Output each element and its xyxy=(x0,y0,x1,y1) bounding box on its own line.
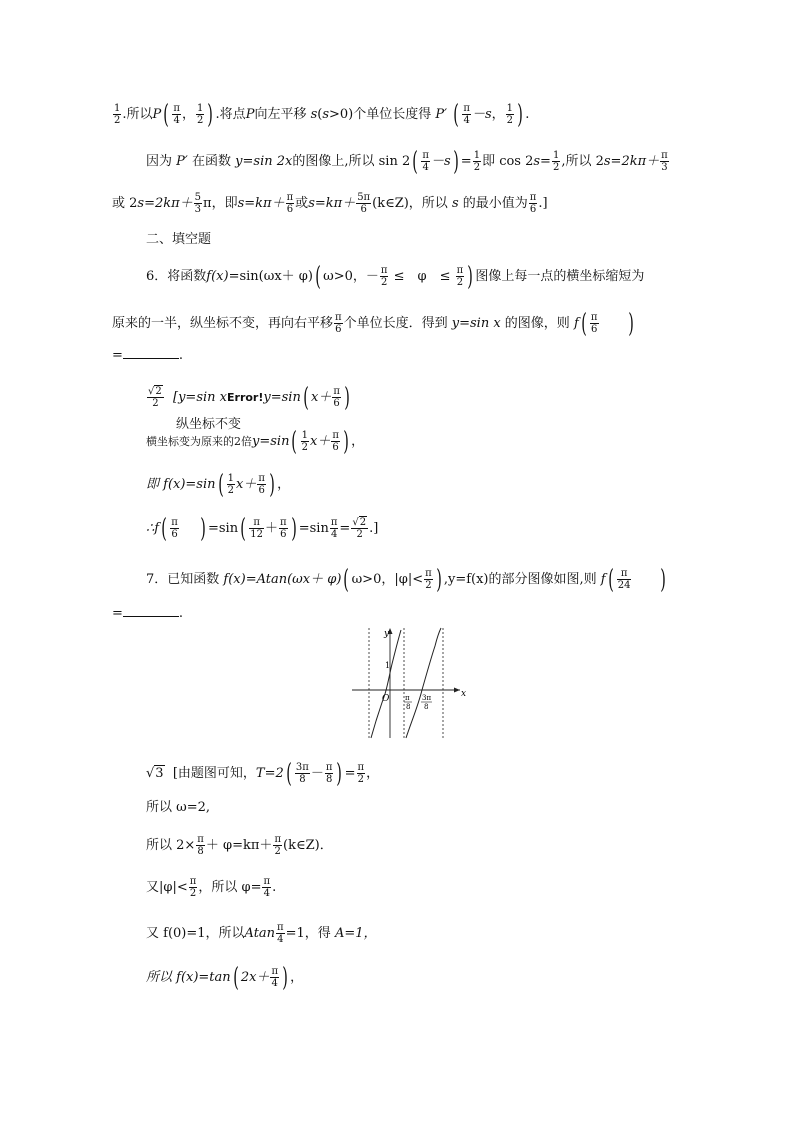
text: T=2 xyxy=(255,766,284,781)
paren: ) xyxy=(435,564,442,595)
paragraph-2 xyxy=(146,146,670,177)
text: ， xyxy=(182,107,196,122)
text: ω>0，|φ|< xyxy=(351,572,424,587)
fraction-sqrt2-2: $\frac{√2}{2}$ xyxy=(148,386,162,409)
var-s: s xyxy=(322,107,330,122)
var-s: s xyxy=(310,107,318,122)
text: ∴f xyxy=(146,521,160,536)
fraction-pi-2: $\frac{\pi}{2}$ xyxy=(189,876,197,899)
answer-6-line-4 xyxy=(146,513,379,544)
text: 的图像上,所以 sin 2 xyxy=(292,154,411,169)
paren: ( xyxy=(303,382,309,413)
text: 7．已知函数 xyxy=(146,572,220,587)
x-axis-label: x xyxy=(461,689,467,699)
text: － xyxy=(310,766,324,781)
fraction-pi-2: $\frac{\pi}{2}$ xyxy=(380,265,388,288)
fraction-sqrt2-2: $\frac{√2}{2}$ xyxy=(352,517,367,540)
paren: ) xyxy=(200,513,206,544)
answer-7-line-3 xyxy=(146,834,333,857)
question-6-line-2 xyxy=(112,308,636,339)
paren: ( xyxy=(453,99,460,130)
text: 向左平移 xyxy=(254,107,307,122)
paren: ( xyxy=(240,513,246,544)
text: s=kπ＋ xyxy=(237,196,285,211)
function-text: f(x)=Atan(ωx＋ φ) xyxy=(223,572,342,587)
fraction-pi-6: $\frac{\pi}{6}$ xyxy=(590,312,598,335)
fraction-5pi-6: $\frac{5\pi}{6}$ xyxy=(357,192,371,215)
text: π，即 xyxy=(203,196,238,211)
fraction-pi-8: $\frac{\pi}{8}$ xyxy=(325,762,333,785)
x-tick-3pi8-num: 3π xyxy=(422,694,432,702)
fraction-pi-4: $\frac{\pi}{4}$ xyxy=(463,103,470,126)
text: =sin xyxy=(298,521,329,536)
fraction-one-half: $\frac{1}{2}$ xyxy=(114,103,121,126)
text: [y=sin x xyxy=(173,390,227,405)
x-tick-3pi8-den: 8 xyxy=(424,703,429,711)
paren: ( xyxy=(315,261,321,292)
fraction-pi-4: $\frac{\pi}{4}$ xyxy=(330,517,338,540)
fraction-pi-2: $\frac{\pi}{2}$ xyxy=(274,834,282,857)
text: .所以 xyxy=(122,107,153,122)
fraction-pi-3: $\frac{\pi}{3}$ xyxy=(661,150,668,173)
text: .将点 xyxy=(215,107,246,122)
paren: ( xyxy=(232,962,239,993)
paren: ) xyxy=(336,758,343,789)
paren: ( xyxy=(163,99,170,130)
text: 或 xyxy=(295,196,309,211)
fraction-one-half: $\frac{1}{2}$ xyxy=(301,430,308,453)
fraction-pi-6: $\frac{\pi}{6}$ xyxy=(529,192,537,215)
paren: ( xyxy=(291,426,298,457)
transform-label-bottom: 横坐标变为原来的2倍 xyxy=(146,435,252,448)
text: 6．将函数 xyxy=(146,269,207,284)
text: f xyxy=(600,572,606,587)
answer-6-line-2 xyxy=(146,426,365,457)
fraction-pi-6: $\frac{\pi}{6}$ xyxy=(280,517,287,540)
text: =1，得 xyxy=(285,926,331,941)
text: 的最小值为 xyxy=(462,196,528,211)
paren: ) xyxy=(517,99,523,130)
text: ， xyxy=(351,434,365,449)
text: = xyxy=(339,521,351,536)
answer-7-line-4 xyxy=(146,876,276,899)
text: x＋ xyxy=(236,477,257,492)
answer-7-line-6 xyxy=(146,962,304,993)
text: ， xyxy=(366,766,380,781)
tangent-graph xyxy=(348,624,478,742)
x-axis-arrow xyxy=(454,688,460,693)
paren: ( xyxy=(286,758,292,789)
text: ≤ φ ≤ xyxy=(393,269,451,284)
paragraph-3 xyxy=(112,192,548,215)
fraction-one-half: $\frac{1}{2}$ xyxy=(473,150,481,173)
fraction-pi-4: $\frac{\pi}{4}$ xyxy=(277,922,284,945)
paren: ) xyxy=(467,261,474,292)
fraction-pi-6: $\frac{\pi}{6}$ xyxy=(258,473,265,496)
text: ， xyxy=(290,970,304,985)
tangent-branch-right xyxy=(406,628,441,738)
text: = xyxy=(460,154,472,169)
fraction-pi-4: $\frac{\pi}{4}$ xyxy=(271,966,279,989)
text: Atan xyxy=(244,926,276,941)
text: 即 cos 2 xyxy=(482,154,534,169)
paren: ) xyxy=(207,99,214,130)
question-7-answer-blank: = . xyxy=(112,606,184,621)
text: s=2kπ＋ xyxy=(137,196,193,211)
fraction-pi-6: $\frac{\pi}{6}$ xyxy=(171,517,178,540)
fraction-pi-2: $\frac{\pi}{2}$ xyxy=(456,265,464,288)
point-p-prime: P′ xyxy=(176,154,188,169)
paren: ) xyxy=(627,308,634,339)
text: 的图像，则 xyxy=(504,316,570,331)
paren: ) xyxy=(660,564,667,595)
paren: ) xyxy=(269,469,275,500)
text: ＋ xyxy=(264,521,278,536)
fraction-pi-4: $\frac{\pi}{4}$ xyxy=(422,150,429,173)
text: x＋ xyxy=(309,434,331,449)
text: ， xyxy=(277,477,291,492)
fraction-one-half: $\frac{1}{2}$ xyxy=(197,103,204,126)
text: x＋ xyxy=(310,390,332,405)
fraction-pi-6: $\frac{\pi}{6}$ xyxy=(286,192,294,215)
point-p: P xyxy=(245,107,255,122)
text: .] xyxy=(369,521,379,536)
text: ω>0，－ xyxy=(323,269,379,284)
text: . xyxy=(272,880,277,895)
text: A=1， xyxy=(334,926,377,941)
section-heading: 二、填空题 xyxy=(146,232,212,247)
answer-7-line-2: 所以 ω=2, xyxy=(146,800,211,815)
text: 又|φ|< xyxy=(146,880,188,895)
fraction-pi-4: $\frac{\pi}{4}$ xyxy=(263,876,271,899)
text: s=2kπ＋ xyxy=(603,154,660,169)
function-text: y=sin 2x xyxy=(235,154,293,169)
text: = xyxy=(112,606,123,621)
paren: ( xyxy=(217,469,224,500)
paren: ) xyxy=(344,382,350,413)
paren: ) xyxy=(290,513,297,544)
origin-label: O xyxy=(382,694,390,704)
fraction-one-half: $\frac{1}{2}$ xyxy=(506,103,514,126)
text: 在函数 xyxy=(192,154,232,169)
error-text: Error! xyxy=(227,391,264,404)
paren: ) xyxy=(343,426,349,457)
paren: ( xyxy=(581,308,587,339)
text: =sin xyxy=(207,521,239,536)
point-p-prime: P′ xyxy=(435,107,448,122)
text: ＋ φ=kπ＋ xyxy=(205,838,273,853)
fraction-pi-6: $\frac{\pi}{6}$ xyxy=(332,430,339,453)
question-6-answer-blank: = . xyxy=(112,348,184,363)
paren: ( xyxy=(343,564,350,595)
text: y=sin xyxy=(263,390,301,405)
answer-6-line-3 xyxy=(146,469,291,500)
text: ，所以 φ= xyxy=(198,880,262,895)
paren: ) xyxy=(282,962,288,993)
text: 所以 f(x)=tan xyxy=(146,970,231,985)
text: 图像上每一点的横坐标缩短为 xyxy=(475,269,645,284)
fraction-pi-4: $\frac{\pi}{4}$ xyxy=(173,103,180,126)
text: s= xyxy=(533,154,551,169)
text: . xyxy=(525,107,530,122)
question-7-line-1 xyxy=(146,564,669,595)
text: ( xyxy=(317,107,323,122)
text: －s xyxy=(430,154,451,169)
fraction-pi-8: $\frac{\pi}{8}$ xyxy=(197,834,204,857)
answer-blank xyxy=(123,604,179,617)
fraction-one-half: $\frac{1}{2}$ xyxy=(227,473,235,496)
text: －s xyxy=(471,107,492,122)
text: 3 xyxy=(155,766,164,781)
text: =sin(ωx＋ φ) xyxy=(228,269,313,284)
point-p: P xyxy=(152,107,162,122)
transform-label-top: 纵坐标不变 xyxy=(176,417,242,432)
text: f xyxy=(573,316,579,331)
function-text: y=sin x xyxy=(451,316,501,331)
text: ,所以 2 xyxy=(561,154,604,169)
fraction-one-half: $\frac{1}{2}$ xyxy=(552,150,560,173)
text: 因为 xyxy=(146,154,173,169)
fraction-pi-2: $\frac{\pi}{2}$ xyxy=(357,762,365,785)
paren: ) xyxy=(452,146,459,177)
text: 又 f(0)=1，所以 xyxy=(146,926,245,941)
text: ， xyxy=(491,107,505,122)
text: 所以 2× xyxy=(146,838,196,853)
fraction-pi-12: $\frac{\pi}{12}$ xyxy=(250,517,263,540)
paren: ( xyxy=(412,146,419,177)
tangent-branch-left xyxy=(371,630,401,738)
text: 或 2 xyxy=(112,196,138,211)
text: ,y=f(x)的部分图像如图,则 xyxy=(443,572,597,587)
y-axis-label: y xyxy=(384,629,390,639)
y-tick-one: 1 xyxy=(385,661,391,670)
fraction-pi-6: $\frac{\pi}{6}$ xyxy=(335,312,342,335)
text: >0)个单位长度得 xyxy=(329,107,432,122)
fraction-pi-2: $\frac{\pi}{2}$ xyxy=(425,568,432,591)
text: 原来的一半，纵坐标不变，再向右平移 xyxy=(112,316,334,331)
var-s: s xyxy=(451,196,459,211)
text: = xyxy=(112,348,123,363)
text: .] xyxy=(538,196,548,211)
text: 2x＋ xyxy=(240,970,270,985)
text: f(x) xyxy=(206,269,229,284)
fraction-3pi-8: $\frac{3\pi}{8}$ xyxy=(295,762,309,785)
answer-6-line-1 xyxy=(146,382,352,413)
text: 即 f(x)=sin xyxy=(146,477,216,492)
fraction-5-3: $\frac{5}{3}$ xyxy=(194,192,202,215)
answer-7-line-5 xyxy=(146,922,377,945)
paragraph-1 xyxy=(112,99,530,130)
answer-blank xyxy=(123,346,179,359)
paren: ( xyxy=(607,564,614,595)
text: = xyxy=(344,766,356,781)
x-tick-pi8-den: 8 xyxy=(406,703,411,711)
paren: ( xyxy=(161,513,167,544)
text: y=sin xyxy=(252,434,290,449)
x-tick-pi8-num: π xyxy=(405,694,410,702)
text: 个单位长度．得到 xyxy=(343,316,448,331)
text: (k∈Z)． xyxy=(283,838,333,853)
text: s=kπ＋ xyxy=(308,196,356,211)
text: [由题图可知， xyxy=(172,766,256,781)
text: (k∈Z)，所以 xyxy=(372,196,448,211)
fraction-pi-24: $\frac{\pi}{24}$ xyxy=(617,568,631,591)
answer-7-line-1: √3 [由题图可知，T=2( $\frac{3\pi}{8}$ － $\frac{\pi}{8}$ ) = $\frac{\pi}{2}$ ， xyxy=(146,758,380,789)
fraction-pi-6: $\frac{\pi}{6}$ xyxy=(333,386,340,409)
question-6-line-1 xyxy=(146,261,645,292)
